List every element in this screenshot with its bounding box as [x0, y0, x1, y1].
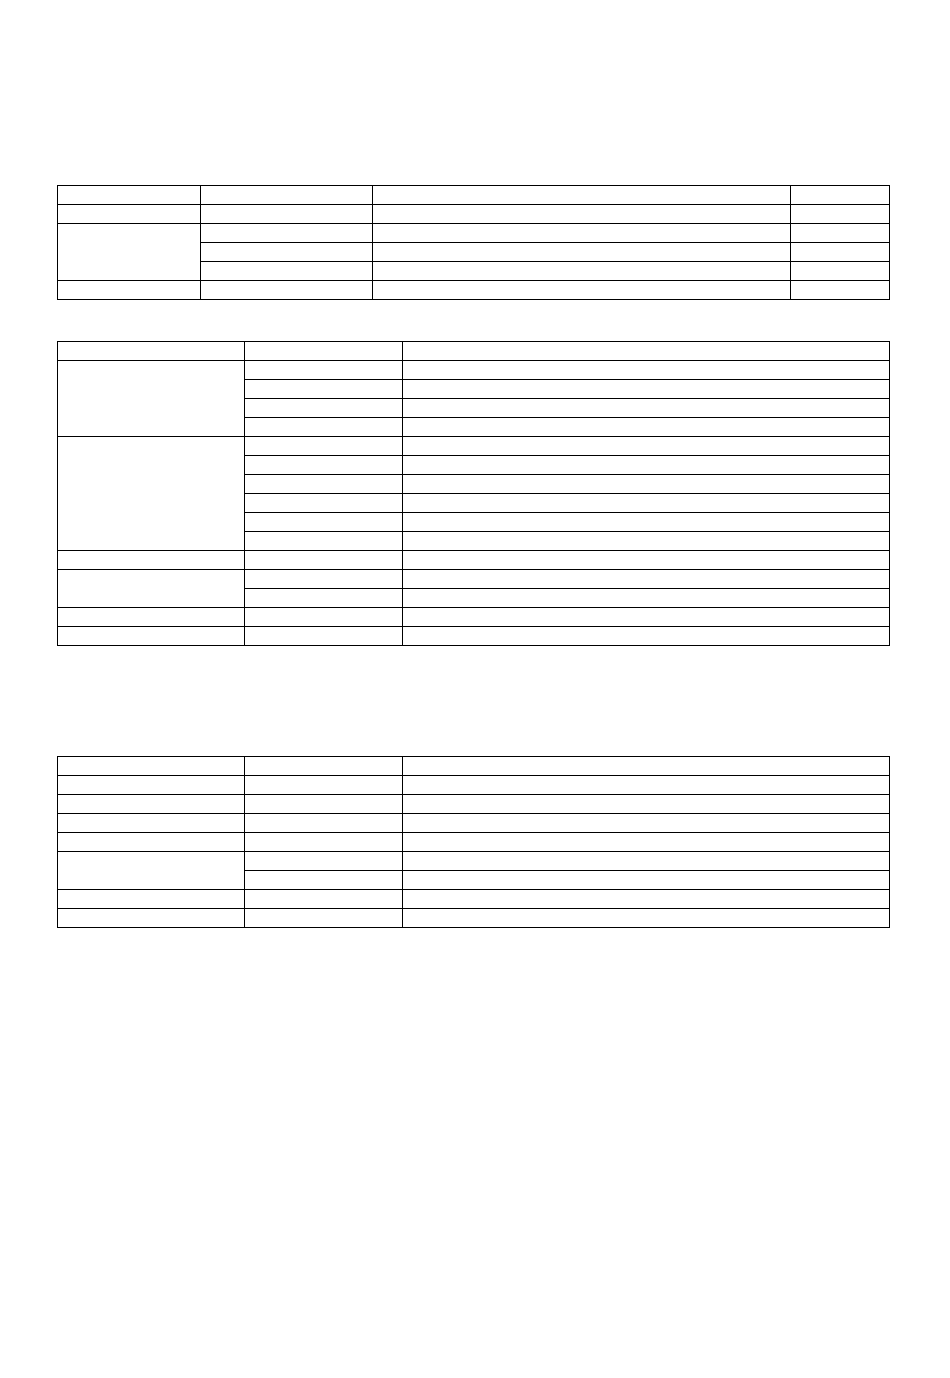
table-cell [403, 871, 890, 890]
table-cell [403, 814, 890, 833]
table-cell [403, 475, 890, 494]
table-cell [245, 890, 403, 909]
table-cell [201, 262, 373, 281]
table-cell [58, 186, 201, 205]
table-cell [245, 342, 403, 361]
table-cell [58, 776, 245, 795]
table-cell [791, 262, 890, 281]
table-cell [373, 281, 791, 300]
table-cell [58, 814, 245, 833]
table-cell [403, 342, 890, 361]
table-cell [403, 833, 890, 852]
table-2 [57, 341, 890, 646]
table-cell [245, 833, 403, 852]
table-row [58, 205, 890, 224]
table-cell [245, 852, 403, 871]
table-row [58, 890, 890, 909]
table-cell [791, 224, 890, 243]
table-cell [373, 186, 791, 205]
table-cell [403, 532, 890, 551]
table-cell [403, 494, 890, 513]
table-row [58, 608, 890, 627]
table-cell [791, 281, 890, 300]
table-cell [245, 608, 403, 627]
table-row [58, 551, 890, 570]
table-cell [58, 757, 245, 776]
table-cell [245, 532, 403, 551]
table-cell [245, 494, 403, 513]
table-row [58, 281, 890, 300]
table-row [58, 361, 890, 380]
table-cell [201, 281, 373, 300]
table-cell [58, 909, 245, 928]
table-cell [791, 205, 890, 224]
table-cell [245, 418, 403, 437]
table-cell [403, 627, 890, 646]
table-cell [245, 437, 403, 456]
table-cell [403, 795, 890, 814]
table-cell [201, 186, 373, 205]
table-cell [403, 380, 890, 399]
table-row [58, 852, 890, 871]
table-cell [245, 589, 403, 608]
table-row [58, 342, 890, 361]
table-cell [403, 551, 890, 570]
table-cell [245, 627, 403, 646]
table-cell [403, 589, 890, 608]
table-cell [245, 795, 403, 814]
table-cell [245, 570, 403, 589]
table-cell [403, 776, 890, 795]
table-cell [58, 205, 201, 224]
table-row [58, 795, 890, 814]
table-cell-merged [58, 361, 245, 437]
table-cell [403, 456, 890, 475]
table-row [58, 833, 890, 852]
table-cell [791, 243, 890, 262]
table-cell [791, 186, 890, 205]
table-row [58, 224, 890, 243]
table-row [58, 627, 890, 646]
table-cell [58, 551, 245, 570]
table-cell [58, 795, 245, 814]
table-cell [373, 262, 791, 281]
table-cell [58, 342, 245, 361]
table-cell [245, 814, 403, 833]
table-cell [201, 243, 373, 262]
table-3 [57, 756, 890, 928]
table-row [58, 776, 890, 795]
table-cell [403, 513, 890, 532]
table-row [58, 909, 890, 928]
table-cell [245, 909, 403, 928]
table-cell [245, 399, 403, 418]
table-cell [403, 361, 890, 380]
table-cell [403, 399, 890, 418]
table-row [58, 186, 890, 205]
table-cell [373, 205, 791, 224]
table-row [58, 814, 890, 833]
table-cell [245, 380, 403, 399]
table-1 [57, 185, 890, 300]
table-cell [403, 757, 890, 776]
table-cell [245, 776, 403, 795]
table-row [58, 437, 890, 456]
table-cell [58, 627, 245, 646]
table-cell [373, 224, 791, 243]
table-cell [245, 551, 403, 570]
table-cell [403, 570, 890, 589]
table-cell [58, 833, 245, 852]
table-cell-merged [58, 852, 245, 890]
table-cell [245, 456, 403, 475]
table-cell [58, 281, 201, 300]
table-row [58, 570, 890, 589]
table-cell [245, 757, 403, 776]
table-cell [403, 608, 890, 627]
table-cell [403, 418, 890, 437]
table-cell [245, 871, 403, 890]
table-cell [201, 205, 373, 224]
table-cell [58, 890, 245, 909]
table-cell [58, 608, 245, 627]
table-cell [403, 852, 890, 871]
table-cell [403, 890, 890, 909]
table-cell [373, 243, 791, 262]
table-cell-merged [58, 437, 245, 551]
table-row [58, 757, 890, 776]
table-cell [403, 909, 890, 928]
table-cell [201, 224, 373, 243]
table-cell [245, 513, 403, 532]
table-cell [403, 437, 890, 456]
table-cell-merged [58, 224, 201, 281]
table-cell [245, 361, 403, 380]
table-cell-merged [58, 570, 245, 608]
table-cell [245, 475, 403, 494]
